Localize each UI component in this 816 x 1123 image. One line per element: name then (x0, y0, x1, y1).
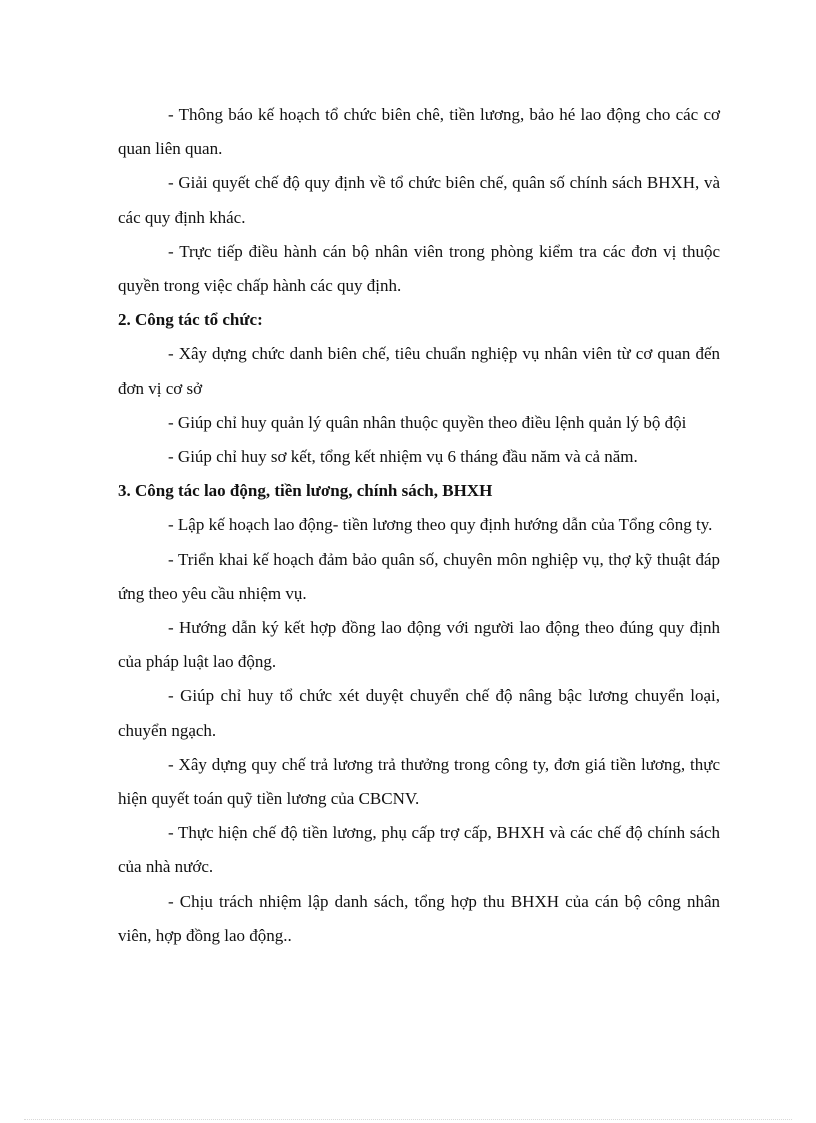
paragraph-contract-guidance: - Hướng dẫn ký kết hợp đồng lao động với người lao động theo đúng quy định của pháp luật lao động. (118, 618, 720, 672)
paragraph-salary-regulation: - Xây dựng quy chế trả lương trả thưởng trong công ty, đơn giá tiền lương, thực hiện quyết toán quỹ tiền lương của CBCNV. (118, 754, 720, 809)
paragraph-resolve-regime: - Giải quyết chế độ quy định về tổ chức biên chế, quân số chính sách BHXH, và các quy định khác. (118, 173, 720, 227)
paragraph-salary-regime: - Thực hiện chế độ tiền lương, phụ cấp trợ cấp, BHXH và các chế độ chính sách của nhà nước. (118, 823, 720, 877)
paragraph-labor-plan: - Lập kế hoạch lao động- tiền lương theo quy định hướng dẫn của Tổng công ty. (168, 515, 713, 535)
paragraph-help-command-review: - Giúp chỉ huy sơ kết, tổng kết nhiệm vụ 6 tháng đầu năm và cả năm. (168, 447, 638, 467)
section-heading-organization: 2. Công tác tổ chức: (118, 310, 263, 330)
paragraph-build-titles: - Xây dựng chức danh biên chế, tiêu chuẩn nghiệp vụ nhân viên từ cơ quan đến đơn vị cơ sở (118, 344, 720, 398)
document-page (118, 98, 720, 953)
paragraph-help-command-manage: - Giúp chỉ huy quản lý quân nhân thuộc quyền theo điều lệnh quản lý bộ đội (168, 412, 687, 432)
paragraph-direct-management: - Trực tiếp điều hành cán bộ nhân viên trong phòng kiểm tra các đơn vị thuộc quyền trong việc chấp hành các quy định. (118, 241, 720, 296)
paragraph-announce-plan: - Thông báo kế hoạch tổ chức biên chê, tiền lương, bảo hé lao động cho các cơ quan liên quan. (118, 105, 720, 159)
page-bottom-divider (24, 1119, 792, 1120)
paragraph-social-insurance-list: - Chịu trách nhiệm lập danh sách, tổng hợp thu BHXH của cán bộ công nhân viên, hợp đồng lao động.. (118, 891, 720, 945)
paragraph-salary-promotion: - Giúp chỉ huy tổ chức xét duyệt chuyển chế độ nâng bậc lương chuyển loại, chuyển ngạch. (118, 686, 720, 740)
section-heading-labor-salary: 3. Công tác lao động, tiền lương, chính sách, BHXH (118, 481, 493, 501)
paragraph-implement-plan: - Triển khai kế hoạch đảm bảo quân số, chuyên môn nghiệp vụ, thợ kỹ thuật đáp ứng theo yêu cầu nhiệm vụ. (118, 549, 720, 603)
